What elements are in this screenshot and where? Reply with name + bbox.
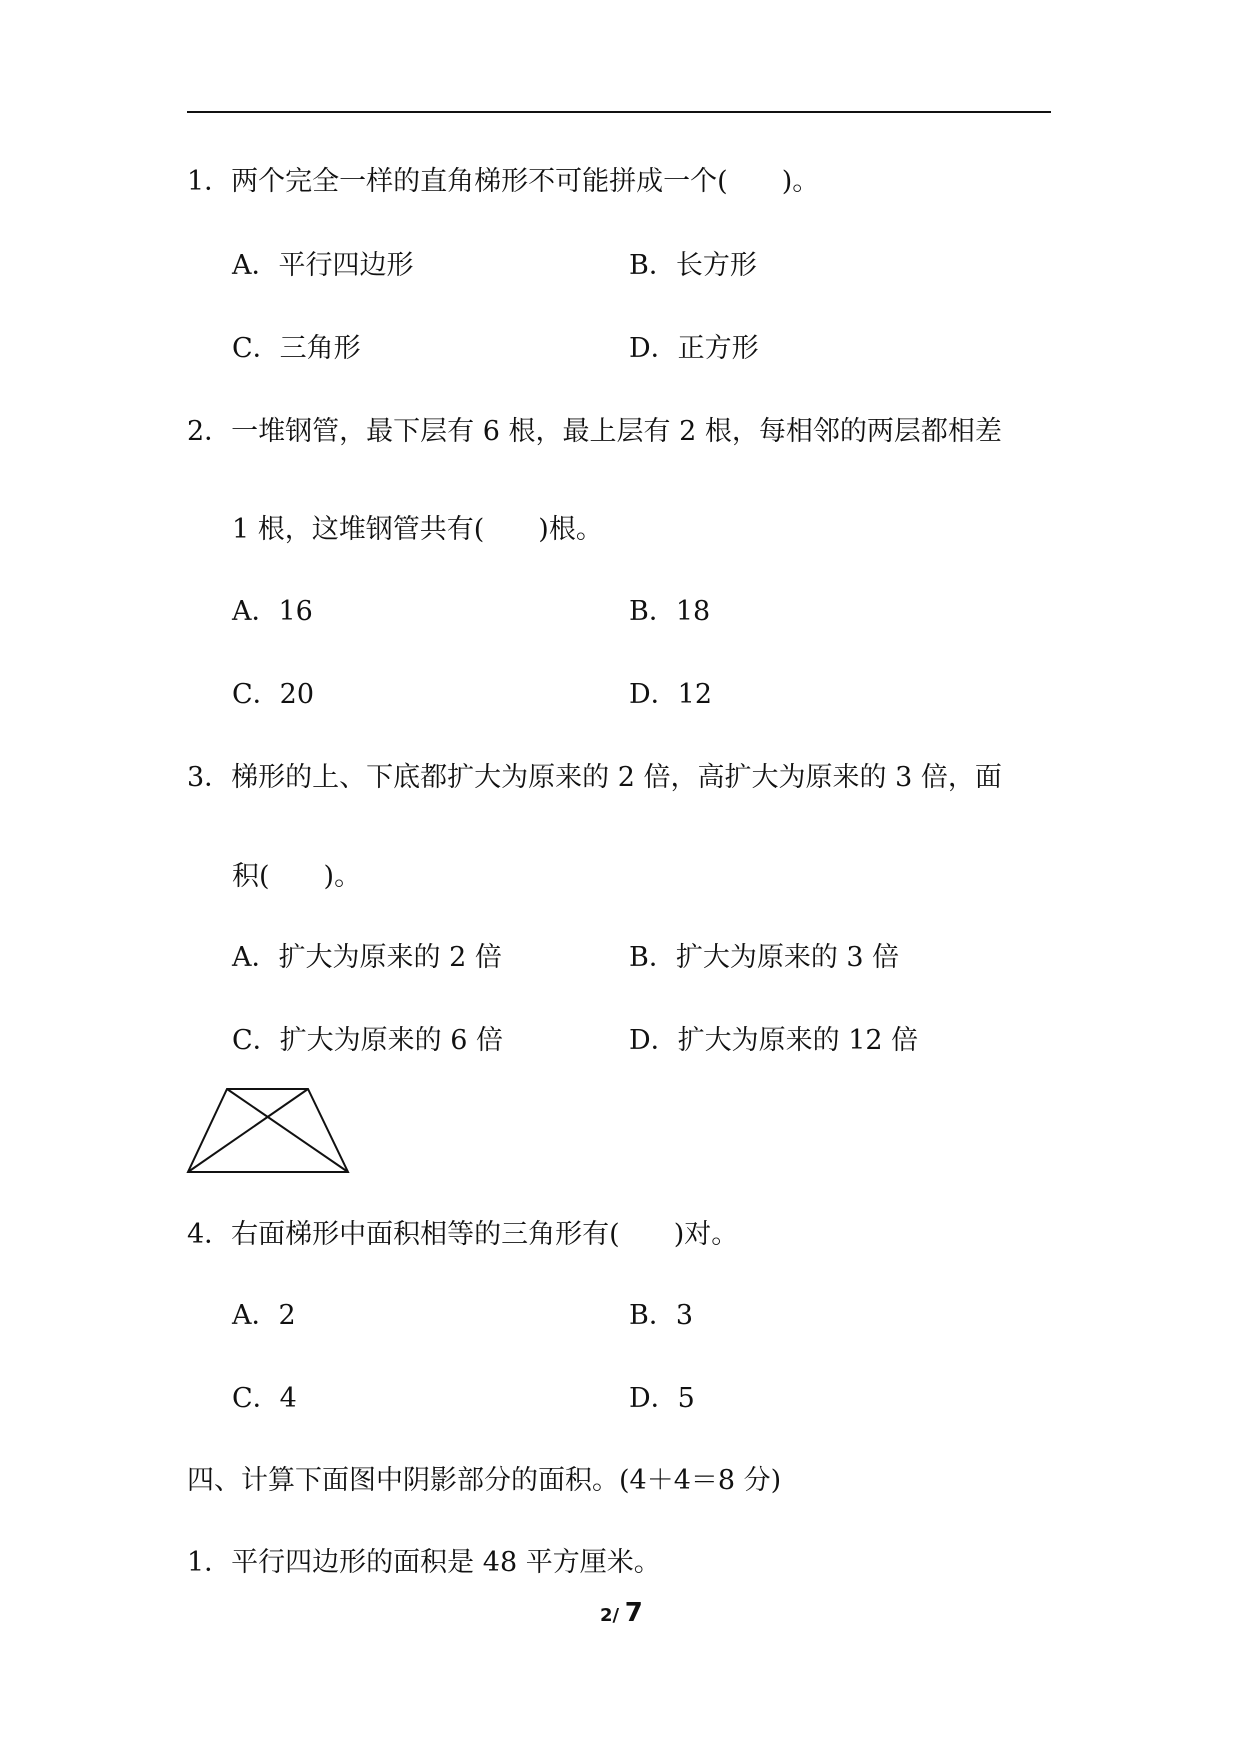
section-4-title: 四、计算下面图中阴影部分的面积。(4＋4＝8 分) bbox=[187, 1465, 782, 1496]
q1-option-d: D．正方形 bbox=[629, 333, 759, 364]
q4-option-d: D．5 bbox=[629, 1383, 695, 1414]
q4-stem: 4．右面梯形中面积相等的三角形有( )对。 bbox=[187, 1219, 739, 1250]
page-current: 2/ bbox=[600, 1605, 620, 1626]
trapezoid-diagonal bbox=[227, 1089, 348, 1172]
q3-option-c: C．扩大为原来的 6 倍 bbox=[232, 1025, 504, 1056]
q3-option-b: B．扩大为原来的 3 倍 bbox=[629, 942, 900, 973]
trapezoid-figure bbox=[180, 1080, 360, 1180]
q1-option-a: A．平行四边形 bbox=[232, 250, 414, 281]
q1-stem: 1．两个完全一样的直角梯形不可能拼成一个( )。 bbox=[187, 166, 820, 197]
q4-option-c: C．4 bbox=[232, 1383, 297, 1414]
trapezoid-diagonal bbox=[188, 1089, 308, 1172]
trapezoid-outline bbox=[188, 1089, 348, 1172]
q3-stem-line2: 积( )。 bbox=[232, 861, 362, 892]
q2-option-a: A．16 bbox=[232, 596, 313, 627]
q4-option-a: A．2 bbox=[232, 1300, 296, 1331]
header-rule bbox=[187, 111, 1051, 113]
q2-stem-line2: 1 根，这堆钢管共有( )根。 bbox=[232, 514, 603, 545]
page-total: 7 bbox=[624, 1598, 643, 1628]
q4-option-b: B．3 bbox=[629, 1300, 694, 1331]
q1-option-b: B．长方形 bbox=[629, 250, 757, 281]
q2-option-d: D．12 bbox=[629, 679, 713, 710]
page-number bbox=[600, 1598, 643, 1628]
q3-stem-line1: 3．梯形的上、下底都扩大为原来的 2 倍，高扩大为原来的 3 倍，面 bbox=[187, 762, 1002, 793]
section-4-item-1: 1．平行四边形的面积是 48 平方厘米。 bbox=[187, 1547, 661, 1578]
q1-option-c: C．三角形 bbox=[232, 333, 361, 364]
q2-stem-line1: 2．一堆钢管，最下层有 6 根，最上层有 2 根，每相邻的两层都相差 bbox=[187, 416, 1002, 447]
q2-option-b: B．18 bbox=[629, 596, 711, 627]
q3-option-d: D．扩大为原来的 12 倍 bbox=[629, 1025, 919, 1056]
q2-option-c: C．20 bbox=[232, 679, 315, 710]
q3-option-a: A．扩大为原来的 2 倍 bbox=[232, 942, 502, 973]
